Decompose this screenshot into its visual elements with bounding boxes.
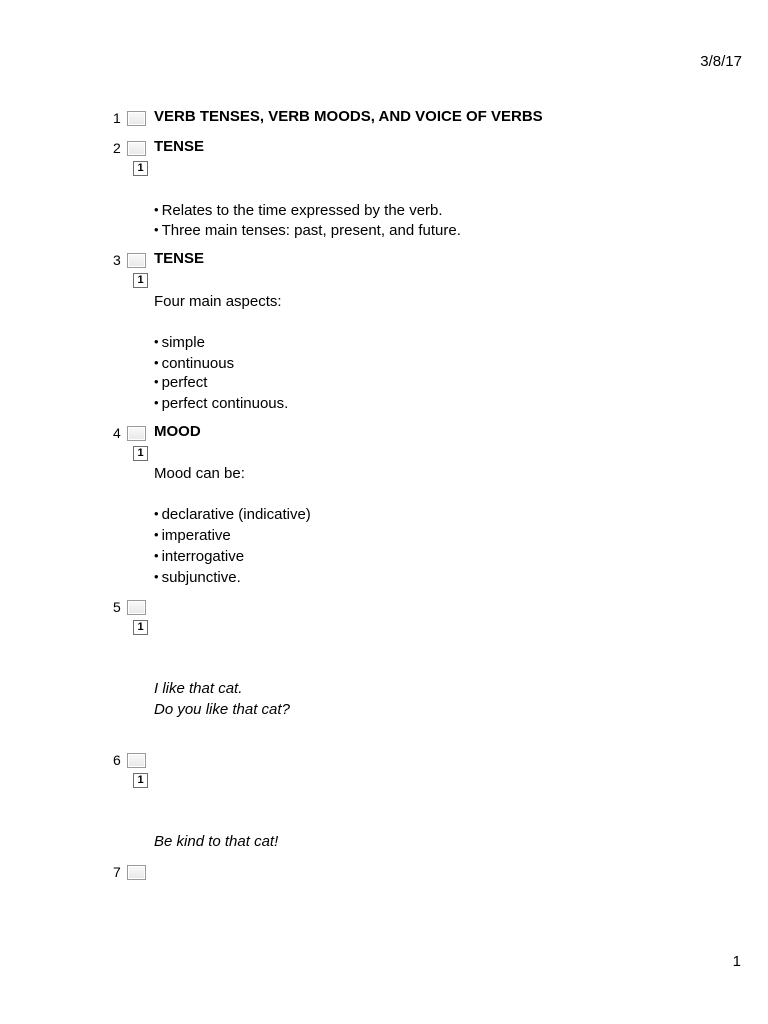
bullet-item: • perfect	[154, 374, 207, 391]
slide-title: MOOD	[154, 423, 201, 440]
sub-slide-marker[interactable]: 1	[133, 161, 148, 176]
bullet-item: • interrogative	[154, 548, 244, 565]
bullet-item: • perfect continuous.	[154, 395, 288, 412]
slide-thumbnail-box[interactable]	[127, 111, 146, 126]
intro-text: Mood can be:	[154, 465, 245, 482]
slide-title: TENSE	[154, 250, 205, 267]
slide-thumbnail-box[interactable]	[127, 753, 146, 768]
sub-slide-marker[interactable]: 1	[133, 446, 148, 461]
intro-text: Four main aspects:	[154, 293, 282, 310]
slide-number: 5	[113, 599, 121, 615]
bullet-item: • Three main tenses: past, present, and future.	[154, 222, 461, 239]
slide-thumbnail-box[interactable]	[127, 253, 146, 268]
slide-thumbnail-box[interactable]	[127, 600, 146, 615]
slide-number: 7	[113, 864, 121, 880]
slide-number: 3	[113, 252, 121, 268]
slide-thumbnail-box[interactable]	[127, 141, 146, 156]
sub-slide-marker[interactable]: 1	[133, 773, 148, 788]
slide-title: VERB TENSES, VERB MOODS, AND VOICE OF VERBS	[154, 108, 543, 125]
sub-slide-marker[interactable]: 1	[133, 620, 148, 635]
bullet-item: • continuous	[154, 355, 234, 372]
slide-title: TENSE	[154, 138, 205, 155]
bullet-item: • imperative	[154, 527, 231, 544]
slide-number: 2	[113, 140, 121, 156]
slide-number: 6	[113, 752, 121, 768]
date-label: 3/8/17	[700, 53, 742, 70]
slide-thumbnail-box[interactable]	[127, 865, 146, 880]
slide-thumbnail-box[interactable]	[127, 426, 146, 441]
example-sentence: I like that cat.	[154, 680, 243, 697]
example-sentence: Be kind to that cat!	[154, 833, 279, 850]
bullet-item: • declarative (indicative)	[154, 506, 311, 523]
page-number: 1	[732, 953, 741, 970]
slide-number: 4	[113, 425, 121, 441]
bullet-item: • Relates to the time expressed by the verb.	[154, 202, 443, 219]
bullet-item: • simple	[154, 334, 205, 351]
sub-slide-marker[interactable]: 1	[133, 273, 148, 288]
slide-number: 1	[113, 110, 121, 126]
bullet-item: • subjunctive.	[154, 569, 241, 586]
example-sentence: Do you like that cat?	[154, 701, 290, 718]
